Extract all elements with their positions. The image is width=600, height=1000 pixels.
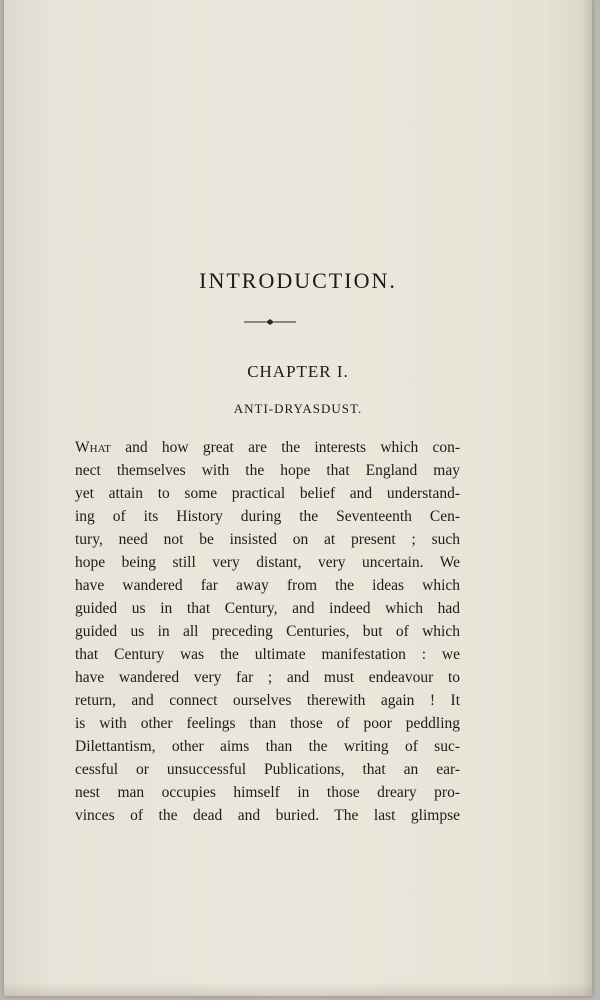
- text-line-1: [75, 436, 460, 459]
- text-line: guided us in all preceding Centuries, but of which: [75, 623, 460, 640]
- text-line: guided us in that Century, and indeed which had: [75, 600, 460, 617]
- body-text: [75, 436, 460, 827]
- lead-word: What: [75, 439, 112, 456]
- chapter-heading: CHAPTER I.: [247, 362, 349, 381]
- page-edge-shadow: [582, 0, 592, 996]
- text-line: return, and connect ourselves therewith again ! It: [75, 692, 460, 709]
- text-line: hope being still very distant, very uncertain. We: [75, 554, 460, 571]
- text-line: have wandered very far ; and must endeavour to: [75, 669, 460, 686]
- page-title: INTRODUCTION.: [199, 268, 397, 293]
- text-line: vinces of the dead and buried. The last glimpse: [75, 807, 460, 824]
- text-line: yet attain to some practical belief and understand-: [75, 485, 460, 502]
- text-line: nest man occupies himself in those dreary pro-: [75, 784, 460, 801]
- text-line: Dilettantism, other aims than the writing of suc-: [75, 738, 460, 755]
- text-line: have wandered far away from the ideas which: [75, 577, 460, 594]
- first-line-rest: and how great are the interests which con-: [111, 439, 460, 456]
- text-line: tury, need not be insisted on at present ; such: [75, 531, 460, 548]
- page-bottom-shadow: [4, 982, 592, 996]
- text-line: is with other feelings than those of poor peddling: [75, 715, 460, 732]
- text-line: nect themselves with the hope that England may: [75, 462, 460, 479]
- text-line: that Century was the ultimate manifestation : we: [75, 646, 460, 663]
- ornament-divider-icon: [244, 316, 296, 328]
- chapter-subtitle: ANTI-DRYASDUST.: [233, 401, 363, 416]
- book-page: [4, 0, 592, 996]
- text-line: ing of its History during the Seventeenth Cen-: [75, 508, 460, 525]
- text-line: cessful or unsuccessful Publications, that an ear-: [75, 761, 460, 778]
